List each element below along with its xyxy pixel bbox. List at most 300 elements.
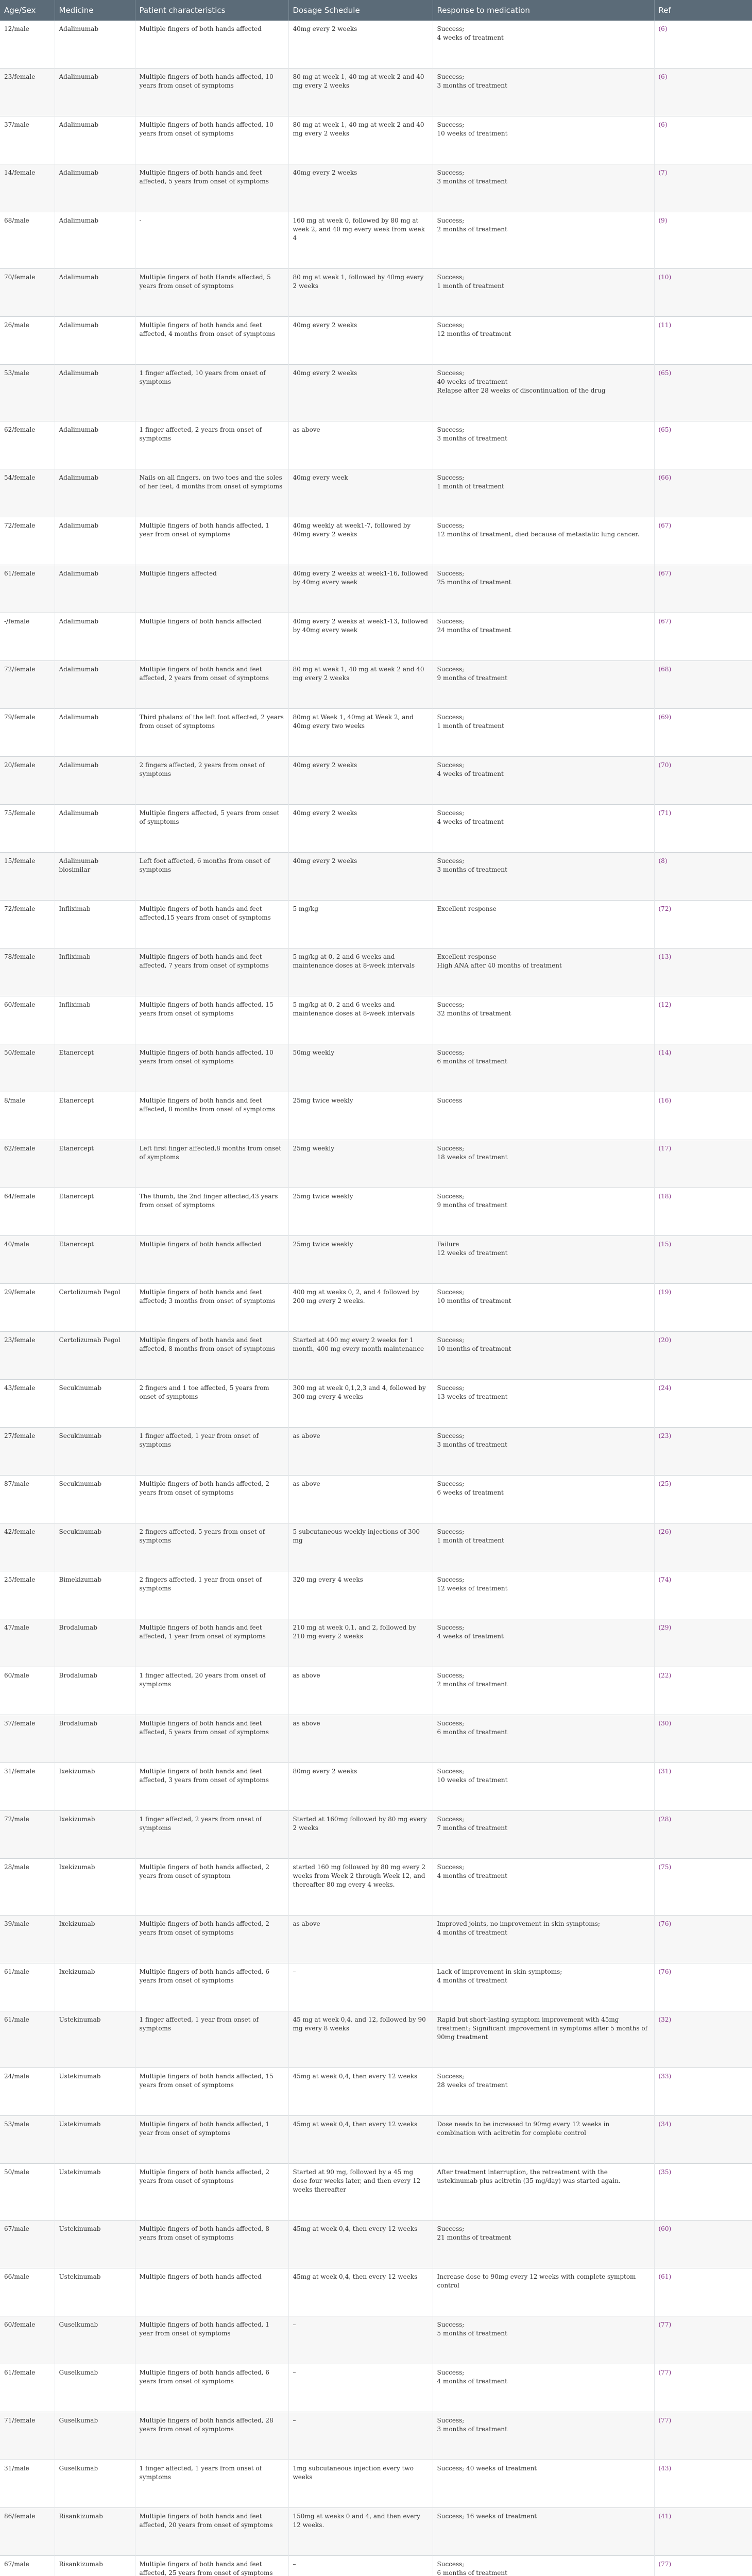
reference-link[interactable]: (30): [658, 1720, 672, 1727]
cell-age-sex-text: 62/female: [4, 426, 36, 433]
cell-medicine: [55, 1332, 135, 1380]
cell-patient-characteristics: [135, 1571, 288, 1619]
reference-link[interactable]: (61): [658, 2273, 672, 2280]
cell-age-sex-text: 72/male: [4, 1816, 29, 1823]
cell-ref: [654, 116, 752, 164]
cell-dosage-schedule: [288, 212, 433, 269]
reference-link[interactable]: (23): [658, 1432, 672, 1439]
cell-medicine-text: Adalimumab: [59, 169, 98, 176]
reference-link[interactable]: (76): [658, 1968, 672, 1975]
cell-medicine-text: Ixekizumab: [59, 1968, 95, 1975]
cell-dosage-schedule-text: 40mg every 2 weeks: [293, 25, 357, 32]
cell-patient-characteristics: [135, 1715, 288, 1763]
response-line: Success;: [437, 73, 465, 80]
reference-link[interactable]: (77): [658, 2561, 672, 2568]
table-row: [0, 421, 752, 469]
cell-age-sex-text: 40/male: [4, 1241, 29, 1248]
cell-response: [433, 805, 654, 853]
cell-medicine: [55, 1523, 135, 1571]
cell-dosage-schedule-text: 50mg weekly: [293, 1049, 335, 1056]
cell-dosage-schedule: [288, 1188, 433, 1236]
cell-ref: [654, 757, 752, 805]
cell-dosage-schedule: [288, 853, 433, 901]
cell-response: [433, 1763, 654, 1811]
cell-patient-characteristics-text: 1 finger affected, 20 years from onset of symptoms: [139, 1672, 266, 1688]
cell-age-sex-text: 39/male: [4, 1920, 29, 1927]
cell-age-sex-text: 50/female: [4, 1049, 36, 1056]
cell-patient-characteristics-text: 2 fingers and 1 toe affected, 5 years from onset of symptoms: [139, 1384, 269, 1400]
cell-ref: [654, 1763, 752, 1811]
cell-ref: [654, 565, 752, 613]
header-response: Response to medication: [433, 0, 654, 21]
response-line: Success;: [437, 761, 465, 769]
reference-link[interactable]: (77): [658, 2321, 672, 2328]
cell-medicine-text: Adalimumab: [59, 522, 98, 529]
cell-ref: [654, 901, 752, 948]
cell-age-sex: [0, 421, 55, 469]
cell-dosage-schedule: [288, 317, 433, 365]
table-row: [0, 2412, 752, 2460]
cell-ref: [654, 1811, 752, 1859]
table-row: [0, 1092, 752, 1140]
table-row: [0, 2164, 752, 2221]
cell-age-sex: [0, 948, 55, 996]
cell-ref: [654, 2508, 752, 2556]
cell-medicine-text: Adalimumab: [59, 73, 98, 80]
response-line: 2 months of treatment: [437, 226, 507, 233]
reference-link[interactable]: (11): [658, 321, 672, 329]
response-line: 32 months of treatment: [437, 1010, 511, 1017]
reference-link[interactable]: (28): [658, 1816, 672, 1823]
cell-age-sex-text: 72/female: [4, 666, 36, 673]
reference-link[interactable]: (9): [658, 217, 668, 224]
cell-age-sex-text: -/female: [4, 618, 30, 625]
cell-ref: [654, 709, 752, 757]
response-line: 1 month of treatment: [437, 282, 504, 290]
cell-medicine: [55, 2221, 135, 2268]
cell-age-sex: [0, 1428, 55, 1476]
cell-dosage-schedule: [288, 2116, 433, 2164]
cell-response: [433, 116, 654, 164]
response-line: Excellent response: [437, 905, 497, 912]
reference-link[interactable]: (65): [658, 426, 672, 433]
response-line: Success; 16 weeks of treatment: [437, 2513, 537, 2520]
cell-dosage-schedule-text: 45mg at week 0,4, then every 12 weeks: [293, 2225, 418, 2232]
cell-patient-characteristics-text: Multiple fingers of both hands and feet affected, 5 years from onset of symptoms: [139, 169, 269, 185]
reference-link[interactable]: (32): [658, 2016, 672, 2023]
cell-dosage-schedule: [288, 996, 433, 1044]
cell-medicine-text: Secukinumab: [59, 1384, 102, 1392]
reference-link[interactable]: (20): [658, 1336, 672, 1344]
cell-medicine: [55, 2116, 135, 2164]
response-line: Relapse after 28 weeks of discontinuation of the drug: [437, 387, 606, 394]
cell-age-sex: [0, 1092, 55, 1140]
cell-patient-characteristics-text: Multiple fingers of both hands and feet affected; 3 months from onset of symptoms: [139, 1289, 276, 1304]
response-line: 4 months of treatment: [437, 1929, 507, 1936]
response-line: 4 weeks of treatment: [437, 34, 504, 41]
cell-dosage-schedule-text: –: [293, 2417, 296, 2424]
cell-medicine: [55, 317, 135, 365]
response-line: Success;: [437, 1576, 465, 1583]
cell-medicine: [55, 269, 135, 317]
cell-patient-characteristics: [135, 2364, 288, 2412]
cell-ref: [654, 1667, 752, 1715]
cell-medicine: [55, 1859, 135, 1916]
reference-link[interactable]: (72): [658, 905, 672, 912]
table-row: [0, 1380, 752, 1428]
cell-dosage-schedule: [288, 1236, 433, 1284]
table-row: [0, 853, 752, 901]
cell-patient-characteristics-text: 1 finger affected, 1 years from onset of symptoms: [139, 2465, 262, 2481]
cell-patient-characteristics-text: Left first finger affected,8 months from onset of symptoms: [139, 1145, 282, 1161]
response-line: Lack of improvement in skin symptoms;: [437, 1968, 562, 1975]
response-line: Success;: [437, 274, 465, 281]
cell-medicine-text: Ustekinumab: [59, 2121, 101, 2128]
cell-age-sex-text: 24/male: [4, 2073, 29, 2080]
cell-age-sex: [0, 2412, 55, 2460]
reference-link[interactable]: (19): [658, 1289, 672, 1296]
cell-patient-characteristics: [135, 164, 288, 212]
cell-medicine: [55, 1619, 135, 1667]
cell-patient-characteristics: [135, 2068, 288, 2116]
response-line: 3 months of treatment: [437, 1441, 507, 1448]
cell-medicine: [55, 709, 135, 757]
cell-ref: [654, 69, 752, 116]
cell-age-sex-text: 79/female: [4, 714, 36, 721]
cell-dosage-schedule-text: 25mg twice weekly: [293, 1241, 353, 1248]
cell-age-sex-text: 53/male: [4, 2121, 29, 2128]
cell-ref: [654, 948, 752, 996]
cell-medicine-text: Adalimumab: [59, 618, 98, 625]
cell-response: [433, 2011, 654, 2068]
reference-link[interactable]: (41): [658, 2513, 672, 2520]
cell-response: [433, 1963, 654, 2011]
response-line: 40 weeks of treatment: [437, 378, 508, 385]
response-line: 6 months of treatment: [437, 1728, 507, 1736]
table-row: [0, 2364, 752, 2412]
cell-patient-characteristics: [135, 613, 288, 661]
cell-ref: [654, 269, 752, 317]
response-line: 7 months of treatment: [437, 1824, 507, 1832]
reference-link[interactable]: (74): [658, 1576, 672, 1583]
cell-dosage-schedule-text: 5 mg/kg at 0, 2 and 6 weeks and maintenance doses at 8-week intervals: [293, 1001, 415, 1017]
cell-ref: [654, 2011, 752, 2068]
header-patient-characteristics: Patient characteristics: [135, 0, 288, 21]
cell-age-sex: [0, 565, 55, 613]
cell-dosage-schedule-text: 40mg every 2 weeks: [293, 857, 357, 865]
cell-dosage-schedule: [288, 365, 433, 421]
cell-patient-characteristics: [135, 116, 288, 164]
cell-patient-characteristics: [135, 901, 288, 948]
reference-link[interactable]: (10): [658, 274, 672, 281]
response-line: 4 weeks of treatment: [437, 818, 504, 825]
response-line: Success;: [437, 1432, 465, 1439]
reference-link[interactable]: (22): [658, 1672, 672, 1679]
response-line: 12 weeks of treatment: [437, 1585, 508, 1592]
cell-age-sex-text: 71/female: [4, 2417, 36, 2424]
cell-medicine: [55, 1236, 135, 1284]
cell-medicine-text: Guselkumab: [59, 2465, 98, 2472]
reference-link[interactable]: (6): [658, 25, 668, 32]
cell-age-sex: [0, 1188, 55, 1236]
cell-response: [433, 1140, 654, 1188]
reference-link[interactable]: (76): [658, 1920, 672, 1927]
cell-patient-characteristics-text: 1 finger affected, 1 year from onset of symptoms: [139, 1432, 259, 1448]
cell-medicine: [55, 948, 135, 996]
reference-link[interactable]: (71): [658, 809, 672, 817]
reference-link[interactable]: (14): [658, 1049, 672, 1056]
reference-link[interactable]: (66): [658, 474, 672, 481]
cell-response: [433, 2364, 654, 2412]
response-line: 2 months of treatment: [437, 1681, 507, 1688]
cell-patient-characteristics-text: Multiple fingers of both hands and feet affected, 25 years from onset of symptoms: [139, 2561, 273, 2576]
reference-link[interactable]: (7): [658, 169, 668, 176]
cell-patient-characteristics: [135, 1523, 288, 1571]
cell-age-sex: [0, 116, 55, 164]
reference-link[interactable]: (65): [658, 369, 672, 377]
cell-patient-characteristics-text: Multiple fingers of both hands and feet affected, 1 year from onset of symptoms: [139, 1624, 266, 1640]
cell-patient-characteristics: [135, 1284, 288, 1332]
cell-patient-characteristics: [135, 1963, 288, 2011]
cell-age-sex: [0, 1523, 55, 1571]
reference-link[interactable]: (67): [658, 570, 672, 577]
cell-dosage-schedule-text: 150mg at weeks 0 and 4, and then every 12 weeks.: [293, 2513, 420, 2529]
reference-link[interactable]: (25): [658, 1480, 672, 1487]
response-line: 21 months of treatment: [437, 2234, 511, 2241]
reference-link[interactable]: (6): [658, 73, 668, 80]
cell-medicine-text: Adalimumab: [59, 121, 98, 128]
reference-link[interactable]: (24): [658, 1384, 672, 1392]
cell-ref: [654, 2364, 752, 2412]
table-row: [0, 2556, 752, 2576]
response-line: 12 months of treatment: [437, 330, 511, 337]
cell-patient-characteristics: [135, 1092, 288, 1140]
reference-link[interactable]: (15): [658, 1241, 672, 1248]
cell-patient-characteristics: [135, 1476, 288, 1523]
response-line: 1 month of treatment: [437, 483, 504, 490]
reference-link[interactable]: (8): [658, 857, 668, 865]
cell-dosage-schedule-text: Started at 160mg followed by 80 mg every 2 weeks: [293, 1816, 427, 1832]
cell-dosage-schedule-text: as above: [293, 1920, 320, 1927]
cell-medicine-text: Ustekinumab: [59, 2016, 101, 2023]
cell-patient-characteristics-text: Multiple fingers of both hands and feet affected, 7 years from onset of symptoms: [139, 953, 269, 969]
cell-response: [433, 2316, 654, 2364]
cell-age-sex-text: 12/male: [4, 25, 29, 32]
response-line: 3 months of treatment: [437, 82, 507, 89]
cell-dosage-schedule: [288, 2508, 433, 2556]
reference-link[interactable]: (16): [658, 1097, 672, 1104]
cell-age-sex-text: 15/female: [4, 857, 36, 865]
reference-link[interactable]: (43): [658, 2465, 672, 2472]
cell-dosage-schedule: [288, 1811, 433, 1859]
cell-medicine-text: Guselkumab: [59, 2321, 98, 2328]
table-row: [0, 2460, 752, 2508]
cell-age-sex-text: 23/female: [4, 1336, 36, 1344]
cell-age-sex: [0, 2460, 55, 2508]
cell-age-sex-text: 43/female: [4, 1384, 36, 1392]
cell-response: [433, 613, 654, 661]
response-line: Success;: [437, 1336, 465, 1344]
table-row: [0, 1476, 752, 1523]
cell-age-sex-text: 61/female: [4, 570, 36, 577]
cell-patient-characteristics: [135, 2508, 288, 2556]
cell-response: [433, 1859, 654, 1916]
cell-dosage-schedule: [288, 1963, 433, 2011]
response-line: 24 months of treatment: [437, 626, 511, 634]
reference-link[interactable]: (17): [658, 1145, 672, 1152]
cell-medicine: [55, 1140, 135, 1188]
reference-link[interactable]: (75): [658, 1863, 672, 1871]
cell-age-sex-text: 37/male: [4, 121, 29, 128]
cell-medicine: [55, 1715, 135, 1763]
cell-patient-characteristics: [135, 1236, 288, 1284]
response-line: Success;: [437, 2225, 465, 2232]
table-row: [0, 1667, 752, 1715]
cell-dosage-schedule: [288, 1476, 433, 1523]
cell-ref: [654, 1140, 752, 1188]
cell-medicine-text: Etanercept: [59, 1097, 94, 1104]
cell-medicine: [55, 2412, 135, 2460]
cell-patient-characteristics-text: Multiple fingers of both hands affected, 10 years from onset of symptoms: [139, 1049, 274, 1065]
table-row: [0, 1916, 752, 1963]
cell-medicine-text: Certolizumab Pegol: [59, 1289, 121, 1296]
response-line: Success;: [437, 522, 465, 529]
cell-dosage-schedule: [288, 2268, 433, 2316]
cell-patient-characteristics-text: The thumb, the 2nd finger affected,43 years from onset of symptoms: [139, 1193, 278, 1209]
cell-response: [433, 1284, 654, 1332]
cell-patient-characteristics-text: Multiple fingers of both hands affected, 8 years from onset of symptoms: [139, 2225, 270, 2241]
cell-medicine-text: Certolizumab Pegol: [59, 1336, 121, 1344]
reference-link[interactable]: (33): [658, 2073, 672, 2080]
table-row: [0, 996, 752, 1044]
cell-medicine-text: Ustekinumab: [59, 2273, 101, 2280]
reference-link[interactable]: (67): [658, 618, 672, 625]
table-row: [0, 1571, 752, 1619]
cell-dosage-schedule-text: 45mg at week 0,4, then every 12 weeks: [293, 2121, 418, 2128]
cell-response: [433, 2460, 654, 2508]
cell-patient-characteristics-text: Multiple fingers of both hands and feet affected,15 years from onset of symptoms: [139, 905, 271, 921]
cell-response: [433, 709, 654, 757]
cell-dosage-schedule: [288, 1284, 433, 1332]
reference-link[interactable]: (70): [658, 761, 672, 769]
response-line: 1 month of treatment: [437, 722, 504, 730]
response-line: Success;: [437, 217, 465, 224]
cell-age-sex: [0, 365, 55, 421]
response-line: Success;: [437, 1528, 465, 1535]
cell-ref: [654, 1963, 752, 2011]
cell-age-sex-text: 67/male: [4, 2561, 29, 2568]
cell-medicine: [55, 565, 135, 613]
cell-medicine: [55, 613, 135, 661]
cell-patient-characteristics-text: 2 fingers affected, 2 years from onset of symptoms: [139, 761, 265, 777]
reference-link[interactable]: (29): [658, 1624, 672, 1631]
cell-medicine: [55, 1044, 135, 1092]
table-row: [0, 1332, 752, 1380]
reference-link[interactable]: (13): [658, 953, 672, 960]
reference-link[interactable]: (26): [658, 1528, 672, 1535]
cell-ref: [654, 613, 752, 661]
cell-patient-characteristics: [135, 1140, 288, 1188]
cell-medicine-text: Etanercept: [59, 1049, 94, 1056]
response-line: After treatment interruption, the retreatment with the ustekinumab plus acitretin (35 mg/day) was started again.: [437, 2168, 621, 2184]
cell-dosage-schedule-text: 45mg at week 0,4, then every 12 weeks: [293, 2073, 418, 2080]
cell-medicine: [55, 2011, 135, 2068]
cell-medicine-text: Adalimumab: [59, 666, 98, 673]
reference-link[interactable]: (12): [658, 1001, 672, 1008]
reference-link[interactable]: (69): [658, 714, 672, 721]
reference-link[interactable]: (35): [658, 2168, 672, 2176]
reference-link[interactable]: (18): [658, 1193, 672, 1200]
response-line: Dose needs to be increased to 90mg every 12 weeks in combination with acitretin for complete control: [437, 2121, 610, 2137]
reference-link[interactable]: (31): [658, 1768, 672, 1775]
cell-patient-characteristics-text: Multiple fingers of both hands affected: [139, 1241, 262, 1248]
cell-medicine: [55, 1284, 135, 1332]
reference-link[interactable]: (34): [658, 2121, 672, 2128]
cell-patient-characteristics: [135, 2316, 288, 2364]
table-row: [0, 948, 752, 996]
response-line: 5 months of treatment: [437, 2330, 507, 2337]
reference-link[interactable]: (68): [658, 666, 672, 673]
cell-medicine: [55, 1092, 135, 1140]
cell-dosage-schedule: [288, 1763, 433, 1811]
cell-patient-characteristics: [135, 365, 288, 421]
cell-patient-characteristics: [135, 69, 288, 116]
cell-age-sex: [0, 69, 55, 116]
cell-medicine: [55, 1667, 135, 1715]
response-line: Success;: [437, 1001, 465, 1008]
cell-dosage-schedule: [288, 2364, 433, 2412]
cell-ref: [654, 1332, 752, 1380]
response-line: Excellent response: [437, 953, 497, 960]
cell-age-sex-text: 53/male: [4, 369, 29, 377]
response-line: Success;: [437, 1672, 465, 1679]
cell-age-sex-text: 87/male: [4, 1480, 29, 1487]
cell-ref: [654, 1284, 752, 1332]
reference-link[interactable]: (60): [658, 2225, 672, 2232]
cell-ref: [654, 1380, 752, 1428]
response-line: Success;: [437, 570, 465, 577]
cell-patient-characteristics: [135, 1667, 288, 1715]
response-line: Success: [437, 1097, 463, 1104]
header-medicine: Medicine: [55, 0, 135, 21]
cell-dosage-schedule-text: 40mg every 2 weeks at week1-16, followed by 40mg every week: [293, 570, 428, 586]
cell-dosage-schedule: [288, 805, 433, 853]
cell-medicine-text: Brodalumab: [59, 1720, 97, 1727]
cell-patient-characteristics-text: Multiple fingers of both hands affected, 15 years from onset of symptoms: [139, 2073, 274, 2089]
cell-age-sex-text: 8/male: [4, 1097, 26, 1104]
cell-patient-characteristics-text: Multiple fingers of both hands affected, 6 years from onset of symptoms: [139, 2369, 270, 2385]
cell-medicine-text: Adalimumab: [59, 570, 98, 577]
reference-link[interactable]: (6): [658, 121, 668, 128]
reference-link[interactable]: (77): [658, 2369, 672, 2376]
cell-age-sex: [0, 2364, 55, 2412]
cell-age-sex: [0, 1236, 55, 1284]
cell-patient-characteristics-text: Multiple fingers of both hands affected: [139, 25, 262, 32]
cell-medicine: [55, 21, 135, 69]
cell-patient-characteristics: [135, 212, 288, 269]
cell-medicine-text: Adalimumab: [59, 369, 98, 377]
table-row: [0, 901, 752, 948]
cell-age-sex: [0, 805, 55, 853]
reference-link[interactable]: (77): [658, 2417, 672, 2424]
cell-medicine-text: Adalimumab: [59, 761, 98, 769]
reference-link[interactable]: (67): [658, 522, 672, 529]
table-row: [0, 613, 752, 661]
cell-response: [433, 2268, 654, 2316]
table-row: [0, 212, 752, 269]
cell-age-sex-text: 31/male: [4, 2465, 29, 2472]
cell-dosage-schedule: [288, 269, 433, 317]
